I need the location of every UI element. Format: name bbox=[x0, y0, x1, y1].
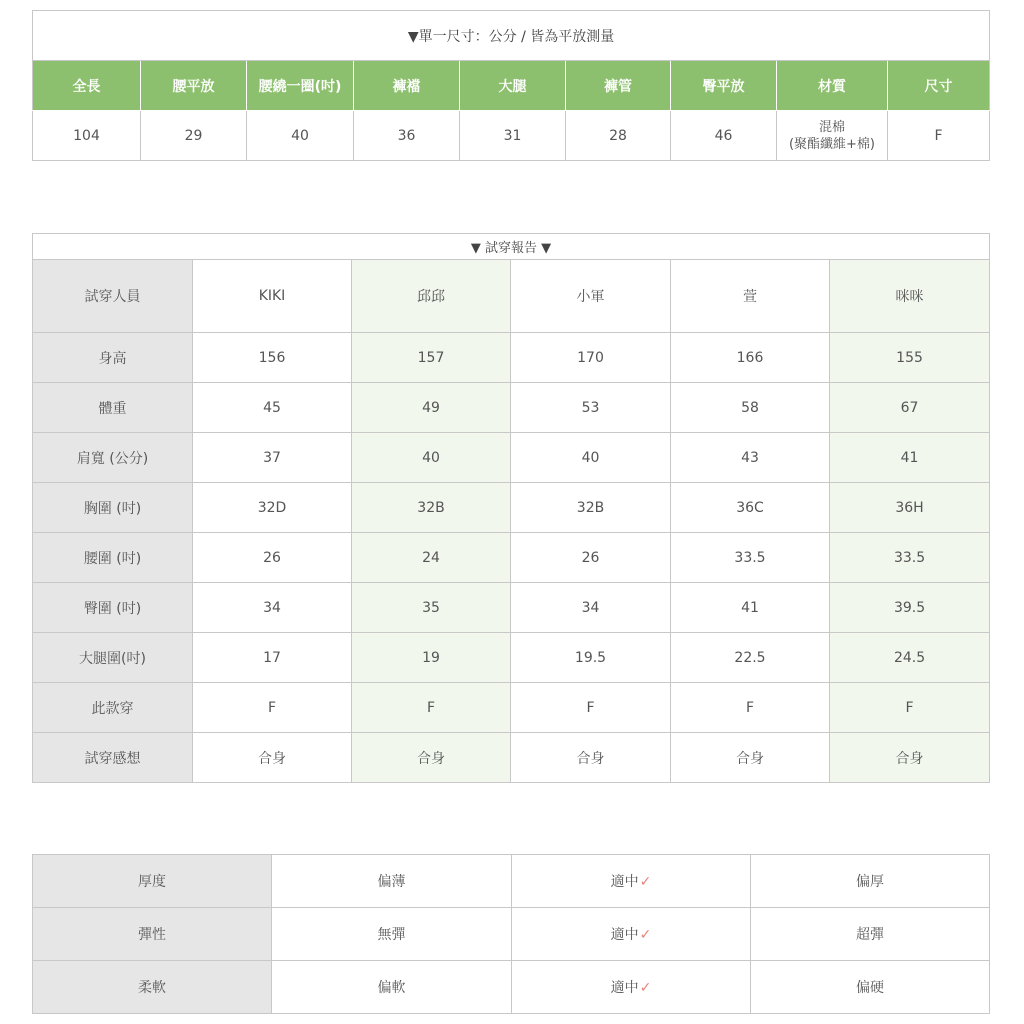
fit-value-cell: 萱 bbox=[671, 260, 830, 333]
fit-value-cell: 咪咪 bbox=[830, 260, 990, 333]
fabric-option-label: 偏軟 bbox=[377, 980, 406, 996]
fabric-row bbox=[33, 908, 990, 961]
fabric-option-cell bbox=[751, 908, 990, 961]
size-value-cell: 104 bbox=[33, 111, 141, 161]
size-table-title: ▼單一尺寸：公分 / 皆為平放測量 bbox=[33, 11, 990, 61]
fit-value-cell: 24.5 bbox=[830, 633, 990, 683]
fit-value-cell: F bbox=[671, 683, 830, 733]
fit-value-cell: 157 bbox=[352, 333, 511, 383]
fabric-option-label: 無彈 bbox=[377, 927, 406, 943]
fit-value-cell: 26 bbox=[193, 533, 352, 583]
fit-value-cell: 33.5 bbox=[830, 533, 990, 583]
fit-value-cell: 34 bbox=[193, 583, 352, 633]
fit-value-cell: 156 bbox=[193, 333, 352, 383]
fabric-body bbox=[33, 855, 990, 1014]
fit-value-cell: 32B bbox=[511, 483, 671, 533]
fabric-table bbox=[32, 854, 990, 1014]
fabric-row-label: 柔軟 bbox=[33, 961, 272, 1014]
fabric-option-cell bbox=[512, 908, 751, 961]
fit-value-cell: 36H bbox=[830, 483, 990, 533]
fit-report-row bbox=[33, 733, 990, 783]
fit-value-cell: 36C bbox=[671, 483, 830, 533]
fabric-option-cell bbox=[272, 961, 512, 1014]
fabric-option-cell bbox=[751, 961, 990, 1014]
size-header-cell: 腰平放 bbox=[141, 61, 247, 111]
fit-value-cell: 37 bbox=[193, 433, 352, 483]
fit-value-cell: 24 bbox=[352, 533, 511, 583]
size-header-cell: 全長 bbox=[33, 61, 141, 111]
fit-value-cell: F bbox=[511, 683, 671, 733]
fit-report-row bbox=[33, 633, 990, 683]
fit-value-cell: 34 bbox=[511, 583, 671, 633]
fit-value-cell: 43 bbox=[671, 433, 830, 483]
fit-value-cell: 33.5 bbox=[671, 533, 830, 583]
fit-value-cell: 41 bbox=[671, 583, 830, 633]
fit-row-label: 身高 bbox=[33, 333, 193, 383]
fit-value-cell: 41 bbox=[830, 433, 990, 483]
fabric-option-cell bbox=[272, 855, 512, 908]
size-value-cell: 31 bbox=[460, 111, 566, 161]
fit-value-cell: 22.5 bbox=[671, 633, 830, 683]
check-icon: ✓ bbox=[639, 874, 652, 890]
fabric-row-label: 彈性 bbox=[33, 908, 272, 961]
size-header-cell: 臀平放 bbox=[671, 61, 777, 111]
fit-row-label: 臀圍 (吋) bbox=[33, 583, 193, 633]
fabric-option-cell bbox=[751, 855, 990, 908]
fabric-option-cell bbox=[512, 855, 751, 908]
fit-report-table bbox=[32, 233, 990, 783]
fabric-row-label: 厚度 bbox=[33, 855, 272, 908]
size-value-cell: F bbox=[888, 111, 990, 161]
fit-value-cell: 35 bbox=[352, 583, 511, 633]
fabric-row bbox=[33, 961, 990, 1014]
fit-value-cell: 49 bbox=[352, 383, 511, 433]
fit-value-cell: 53 bbox=[511, 383, 671, 433]
fit-report-row bbox=[33, 383, 990, 433]
fit-value-cell: 17 bbox=[193, 633, 352, 683]
fit-value-cell: 45 bbox=[193, 383, 352, 433]
size-value-cell: 36 bbox=[354, 111, 460, 161]
fit-value-cell: 166 bbox=[671, 333, 830, 383]
fit-row-label: 胸圍 (吋) bbox=[33, 483, 193, 533]
fit-value-cell: 合身 bbox=[193, 733, 352, 783]
fabric-option-label: 偏厚 bbox=[856, 874, 884, 890]
fit-value-cell: 39.5 bbox=[830, 583, 990, 633]
fit-value-cell: 170 bbox=[511, 333, 671, 383]
size-value-cell: 28 bbox=[566, 111, 671, 161]
size-value-cell: 29 bbox=[141, 111, 247, 161]
fit-report-title: ▼ 試穿報告 ▼ bbox=[33, 234, 990, 260]
size-header-row bbox=[33, 61, 990, 111]
fabric-option-label: 偏硬 bbox=[856, 980, 884, 996]
fit-report-row bbox=[33, 260, 990, 333]
fit-value-cell: 40 bbox=[511, 433, 671, 483]
size-value-cell: 40 bbox=[247, 111, 354, 161]
fabric-row bbox=[33, 855, 990, 908]
fit-value-cell: 邱邱 bbox=[352, 260, 511, 333]
fit-row-label: 大腿圍(吋) bbox=[33, 633, 193, 683]
fit-report-row bbox=[33, 583, 990, 633]
fit-value-cell: 19 bbox=[352, 633, 511, 683]
fit-value-cell: KIKI bbox=[193, 260, 352, 333]
fit-value-cell: F bbox=[193, 683, 352, 733]
fabric-option-label: 適中 bbox=[610, 980, 639, 996]
fit-row-label: 試穿人員 bbox=[33, 260, 193, 333]
fit-value-cell: 40 bbox=[352, 433, 511, 483]
fit-value-cell: F bbox=[830, 683, 990, 733]
size-header-cell: 褲管 bbox=[566, 61, 671, 111]
fit-row-label: 肩寬 (公分) bbox=[33, 433, 193, 483]
size-values-row bbox=[33, 111, 990, 161]
fit-row-label: 腰圍 (吋) bbox=[33, 533, 193, 583]
fit-row-label: 此款穿 bbox=[33, 683, 193, 733]
check-icon: ✓ bbox=[639, 927, 652, 943]
fit-report-row bbox=[33, 533, 990, 583]
fabric-option-cell bbox=[512, 961, 751, 1014]
size-header-cell: 大腿 bbox=[460, 61, 566, 111]
fit-report-body bbox=[33, 260, 990, 783]
fit-value-cell: 合身 bbox=[352, 733, 511, 783]
fit-value-cell: 合身 bbox=[671, 733, 830, 783]
fabric-option-label: 適中 bbox=[610, 874, 639, 890]
size-table bbox=[32, 10, 990, 161]
fit-value-cell: 155 bbox=[830, 333, 990, 383]
fit-value-cell: 32D bbox=[193, 483, 352, 533]
fit-row-label: 體重 bbox=[33, 383, 193, 433]
size-header-cell: 尺寸 bbox=[888, 61, 990, 111]
fit-row-label: 試穿感想 bbox=[33, 733, 193, 783]
fit-value-cell: 32B bbox=[352, 483, 511, 533]
material-line: 混棉 bbox=[818, 119, 845, 135]
material-line: (聚酯纖維+棉) bbox=[788, 136, 876, 152]
size-header-cell: 材質 bbox=[777, 61, 888, 111]
fit-report-row bbox=[33, 333, 990, 383]
fit-value-cell: 58 bbox=[671, 383, 830, 433]
fit-report-row bbox=[33, 483, 990, 533]
fit-value-cell: 小軍 bbox=[511, 260, 671, 333]
fit-value-cell: 67 bbox=[830, 383, 990, 433]
check-icon: ✓ bbox=[639, 980, 652, 996]
fabric-option-cell bbox=[272, 908, 512, 961]
size-value-cell: 46 bbox=[671, 111, 777, 161]
fit-report-row bbox=[33, 683, 990, 733]
fabric-option-label: 適中 bbox=[610, 927, 639, 943]
size-header-cell: 腰繞一圈(吋) bbox=[247, 61, 354, 111]
fabric-option-label: 超彈 bbox=[856, 927, 884, 943]
fit-value-cell: F bbox=[352, 683, 511, 733]
size-header-cell: 褲襠 bbox=[354, 61, 460, 111]
fit-report-row bbox=[33, 433, 990, 483]
material-cell bbox=[777, 111, 888, 161]
fit-value-cell: 26 bbox=[511, 533, 671, 583]
fit-value-cell: 合身 bbox=[511, 733, 671, 783]
fabric-option-label: 偏薄 bbox=[377, 874, 406, 890]
fit-value-cell: 19.5 bbox=[511, 633, 671, 683]
fit-value-cell: 合身 bbox=[830, 733, 990, 783]
